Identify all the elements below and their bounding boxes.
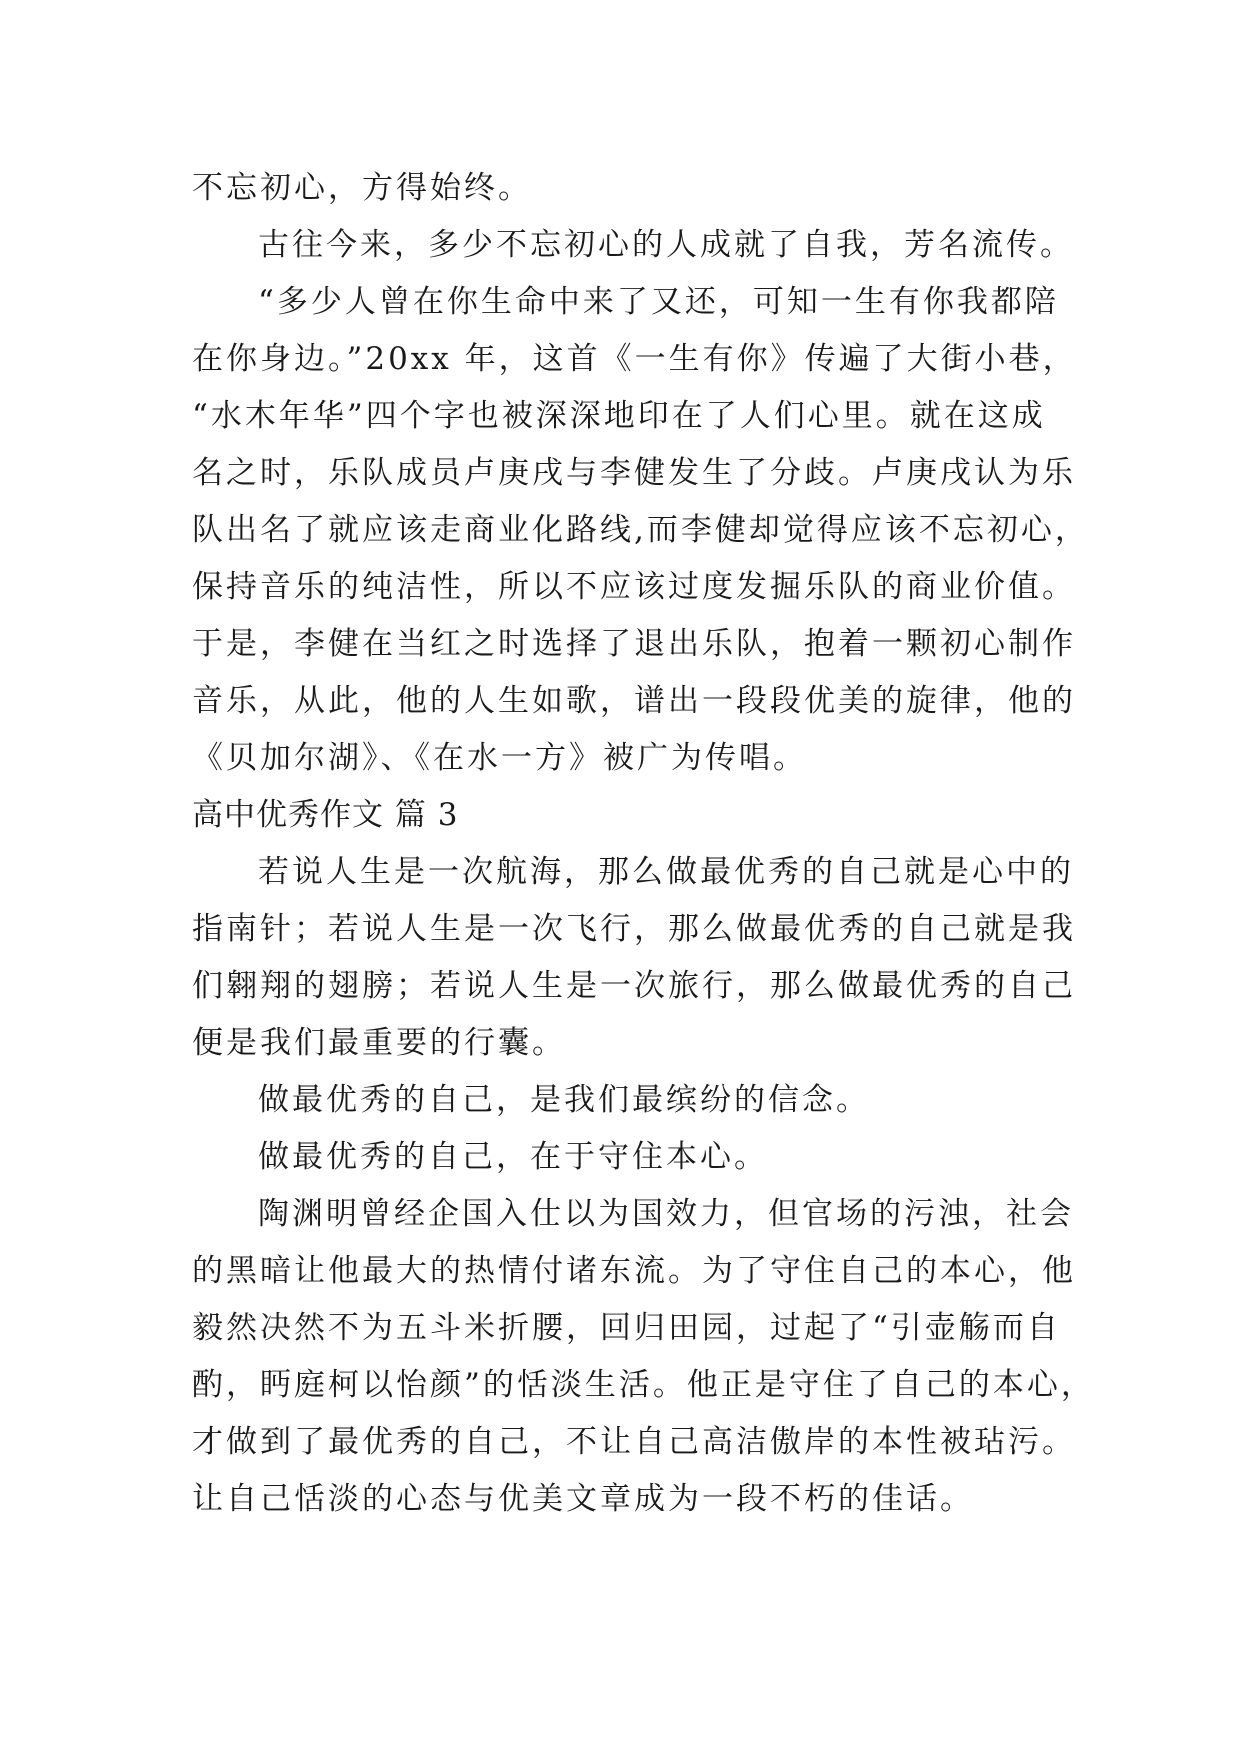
section-heading: 高中优秀作文 篇 3 <box>192 797 459 833</box>
text-line: 队出名了就应该走商业化路线,而李健却觉得应该不忘初心， <box>192 512 1089 548</box>
text-line: 于是，李健在当红之时选择了退出乐队，抱着一颗初心制作 <box>192 626 1076 662</box>
text-line: 名之时，乐队成员卢庚戌与李健发生了分歧。卢庚戌认为乐 <box>192 455 1076 491</box>
text-line: 酌，眄庭柯以怡颜”的恬淡生活。他正是守住了自己的本心， <box>192 1367 1095 1403</box>
text-line: 在你身边。”20xx 年，这首《一生有你》传遍了大街小巷， <box>192 341 1077 377</box>
paragraph-start: 陶渊明曾经企国入仕以为国效力，但官场的污浊，社会 <box>258 1196 1074 1232</box>
paragraph-start: 古往今来，多少不忘初心的人成就了自我，芳名流传。 <box>258 227 1074 263</box>
text-line: 《贝加尔湖》、《在水一方》被广为传唱。 <box>192 740 807 776</box>
text-line: 的黑暗让他最大的热情付诸东流。为了守住自己的本心，他 <box>192 1253 1076 1289</box>
text-line: 毅然决然不为五斗米折腰，回归田园，过起了“引壶觞而自 <box>192 1310 1061 1346</box>
text-line: 让自己恬淡的心态与优美文章成为一段不朽的佳话。 <box>192 1481 974 1517</box>
text-line: 才做到了最优秀的自己，不让自己高洁傲岸的本性被玷污。 <box>192 1424 1076 1460</box>
text-line: 指南针；若说人生是一次飞行，那么做最优秀的自己就是我 <box>192 911 1076 947</box>
text-line: 不忘初心，方得始终。 <box>192 170 532 206</box>
text-line: 保持音乐的纯洁性，所以不应该过度发掘乐队的商业价值。 <box>192 569 1076 605</box>
paragraph-start: “多少人曾在你生命中来了又还，可知一生有你我都陪 <box>258 284 1059 320</box>
text-line: “水木年华”四个字也被深深地印在了人们心里。就在这成 <box>192 398 1046 434</box>
text-line: 音乐，从此，他的人生如歌，谱出一段段优美的旋律，他的 <box>192 683 1076 719</box>
text-line: 们翱翔的翅膀；若说人生是一次旅行，那么做最优秀的自己 <box>192 968 1076 1004</box>
paragraph-start: 做最优秀的自己，在于守住本心。 <box>258 1139 768 1175</box>
text-line: 便是我们最重要的行囊。 <box>192 1025 566 1061</box>
paragraph-start: 若说人生是一次航海，那么做最优秀的自己就是心中的 <box>258 854 1074 890</box>
paragraph-start: 做最优秀的自己，是我们最缤纷的信念。 <box>258 1082 870 1118</box>
